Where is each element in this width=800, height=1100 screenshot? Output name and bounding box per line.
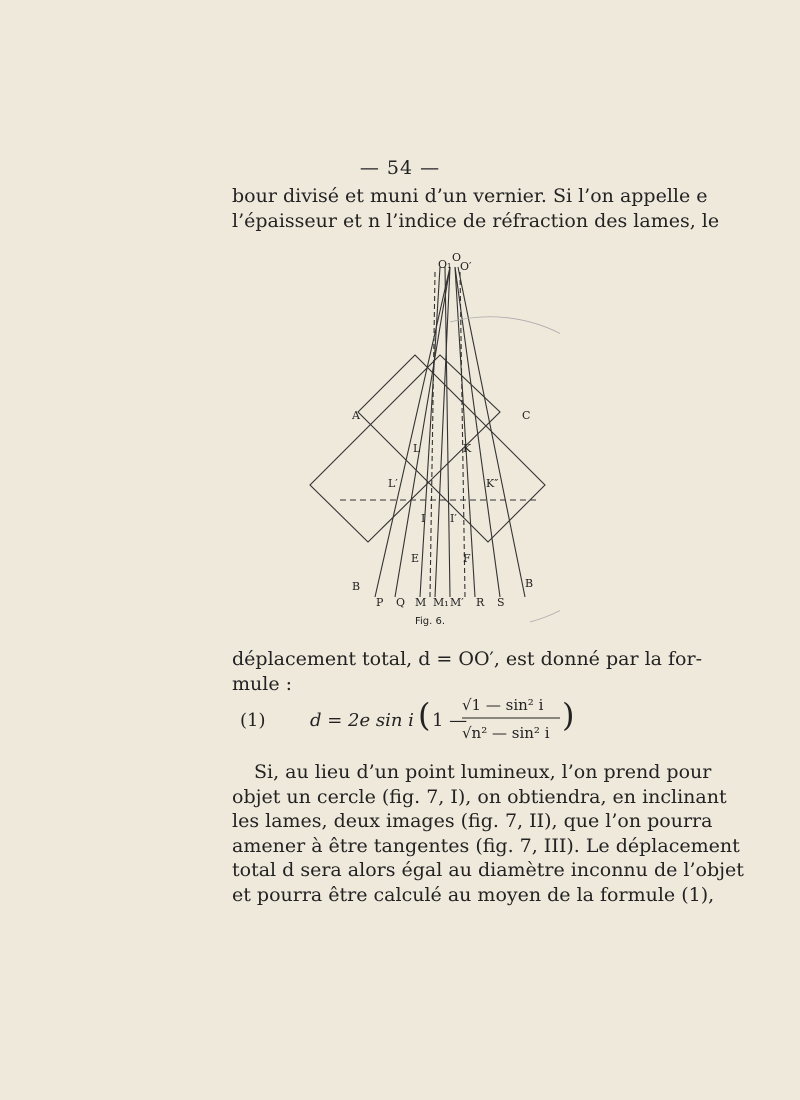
label-K: K bbox=[463, 442, 472, 455]
label-F: F bbox=[463, 552, 471, 565]
paragraph-2 bbox=[232, 647, 702, 696]
paragraph-3 bbox=[232, 760, 744, 907]
formula-open-paren: ( bbox=[418, 696, 431, 734]
paragraph-1 bbox=[232, 184, 720, 233]
text-line: et pourra être calculé au moyen de la formule (1), bbox=[232, 883, 715, 906]
formula-one: 1 — bbox=[432, 710, 468, 731]
text-line: l’épaisseur et n l’indice de réfraction des lames, le bbox=[232, 209, 720, 232]
label-L-prime: L′ bbox=[388, 477, 398, 490]
text-line: mule : bbox=[232, 672, 293, 695]
label-I-prime: I′ bbox=[450, 512, 457, 525]
label-B-left: B bbox=[352, 580, 361, 593]
formula-number: (1) bbox=[240, 710, 266, 731]
text-line: total d sera alors égal au diamètre inconnu de l’objet bbox=[232, 859, 744, 881]
label-L: L bbox=[413, 442, 421, 455]
right-plate bbox=[310, 355, 500, 542]
label-O1: O₁ bbox=[438, 258, 452, 271]
text-line: bour divisé et muni d’un vernier. Si l’on appelle e bbox=[232, 185, 708, 207]
label-R: R bbox=[476, 596, 485, 609]
page-number: — 54 — bbox=[359, 157, 441, 179]
figure-6 bbox=[300, 252, 560, 647]
formula-1 bbox=[240, 690, 660, 750]
label-E: E bbox=[411, 552, 420, 565]
text-line: amener à être tangentes (fig. 7, III). Le déplacement bbox=[232, 834, 740, 857]
formula-close-paren: ) bbox=[562, 696, 575, 734]
text-line: les lames, deux images (fig. 7, II), que l’on pourra bbox=[232, 810, 713, 832]
formula-numerator: √1 — sin² i bbox=[462, 696, 544, 714]
label-M: M bbox=[415, 596, 427, 609]
label-C: C bbox=[522, 409, 531, 422]
figure-caption: Fig. 6. bbox=[415, 616, 446, 627]
label-A: A bbox=[352, 409, 360, 422]
label-O-prime: O′ bbox=[460, 260, 472, 273]
formula-lhs: d = 2e sin i bbox=[310, 710, 414, 731]
text-line: objet un cercle (fig. 7, I), on obtiendra, en inclinant bbox=[232, 785, 727, 808]
label-S: S bbox=[497, 596, 505, 609]
label-O: O bbox=[452, 252, 462, 264]
label-M1: M₁ bbox=[433, 596, 449, 609]
text-line: déplacement total, d = OO′, est donné par la for- bbox=[232, 648, 702, 670]
formula-denominator: √n² — sin² i bbox=[462, 724, 550, 742]
label-P: P bbox=[376, 596, 384, 609]
label-I: I bbox=[421, 512, 426, 525]
label-Q: Q bbox=[396, 596, 406, 609]
text-line: Si, au lieu d’un point lumineux, l’on prend pour bbox=[254, 761, 712, 783]
label-B-right: B bbox=[525, 577, 534, 590]
formula-svg bbox=[240, 690, 660, 750]
figure-6-diagram bbox=[300, 252, 560, 647]
label-K-dprime: K″ bbox=[486, 477, 499, 490]
label-M2: M′ bbox=[450, 596, 464, 609]
